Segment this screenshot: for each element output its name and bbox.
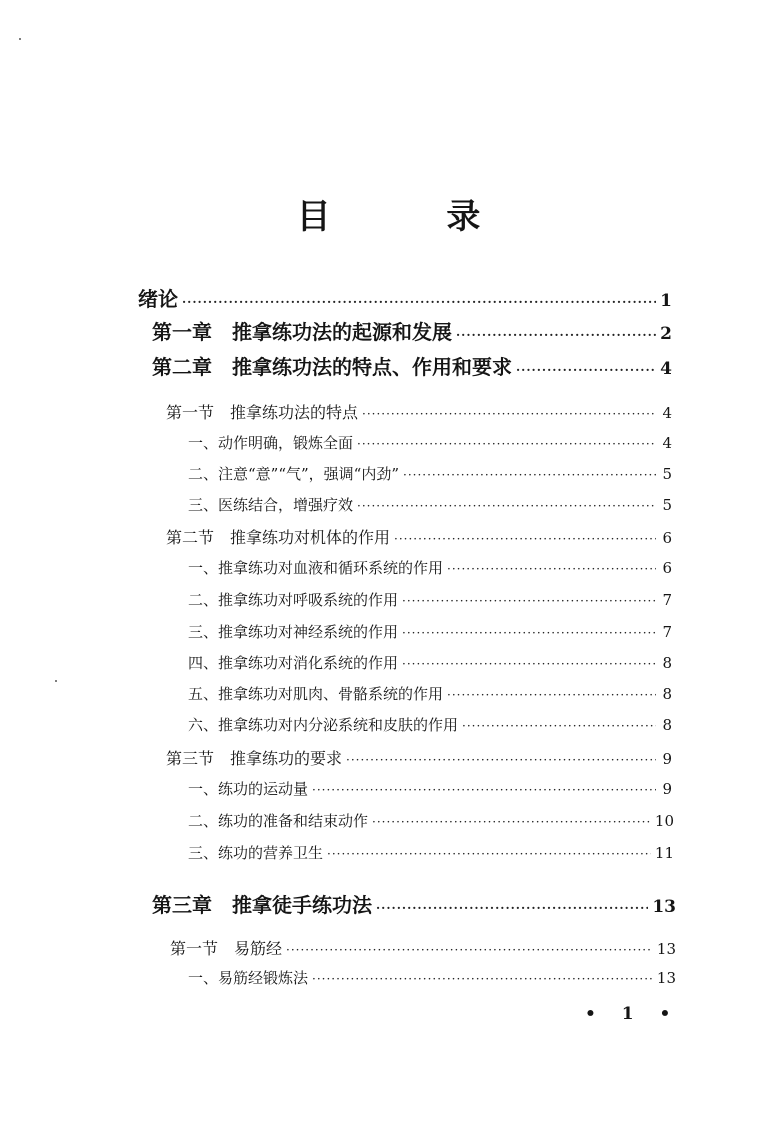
dot-leader: [394, 532, 656, 546]
toc-entry-item[interactable]: [188, 714, 672, 738]
toc-entry-page: 4: [662, 404, 672, 422]
toc-entry-label: 六、推拿练功对内分泌系统和皮肤的作用: [188, 716, 459, 734]
toc-entry-label: 五、推拿练功对肌肉、骨骼系统的作用: [188, 685, 444, 703]
toc-entry-label: 三、练功的营养卫生: [188, 844, 324, 862]
toc-entry-item[interactable]: [188, 810, 674, 834]
toc-entry-label: 二、推拿练功对呼吸系统的作用: [188, 591, 399, 609]
toc-entry-item[interactable]: [188, 557, 672, 581]
toc-entry-page: 13: [656, 969, 676, 987]
dot-leader: [182, 295, 656, 309]
dot-leader: [456, 328, 656, 342]
toc-entry-item[interactable]: [188, 621, 672, 645]
dot-leader: [402, 626, 656, 640]
toc-entry-page: 5: [662, 496, 672, 514]
toc-entry-item[interactable]: [188, 842, 674, 866]
scan-speck: [55, 680, 57, 682]
toc-entry-label: 第二章 推拿练功法的特点、作用和要求: [152, 355, 512, 379]
dot-leader: [376, 901, 648, 915]
toc-entry-chapter-1[interactable]: [152, 316, 672, 346]
toc-entry-label: 第一节 推拿练功法的特点: [166, 403, 359, 422]
toc-entry-label: 二、练功的准备和结束动作: [188, 812, 369, 830]
toc-entry-page: 9: [662, 750, 672, 768]
dot-leader: [346, 753, 656, 767]
toc-entry-item[interactable]: [188, 778, 672, 802]
dot-leader: [327, 847, 651, 861]
toc-entry-section[interactable]: [166, 746, 672, 770]
dot-leader: [372, 815, 651, 829]
page-title: 目 录: [296, 197, 533, 237]
toc-entry-label: 一、推拿练功对血液和循环系统的作用: [188, 559, 444, 577]
toc-entry-page: 8: [662, 654, 672, 672]
toc-entry-item[interactable]: [188, 463, 672, 487]
toc-entry-label: 一、易筋经锻炼法: [188, 969, 309, 987]
dot-leader: [447, 562, 656, 576]
dot-leader: [462, 719, 656, 733]
toc-entry-page: 13: [652, 897, 676, 917]
toc-entry-chapter-3[interactable]: [152, 889, 676, 919]
toc-entry-page: 6: [662, 559, 672, 577]
toc-entry-label: 绪论: [138, 287, 178, 311]
toc-entry-page: 8: [662, 685, 672, 703]
dot-leader: [357, 437, 656, 451]
toc-entry-label: 四、推拿练功对消化系统的作用: [188, 654, 399, 672]
toc-entry-label: 二、注意“意”“气”，强调“内劲”: [188, 465, 400, 483]
toc-entry-page: 7: [662, 591, 672, 609]
toc-entry-label: 一、动作明确，锻炼全面: [188, 434, 354, 452]
dot-leader: [312, 972, 653, 986]
toc-entry-page: 4: [662, 434, 672, 452]
toc-entry-section[interactable]: [166, 400, 672, 424]
toc-entry-label: 第二节 推拿练功对机体的作用: [166, 528, 391, 547]
toc-entry-chapter-2[interactable]: [152, 351, 672, 381]
toc-entry-page: 7: [662, 623, 672, 641]
toc-entry-section[interactable]: [166, 525, 672, 549]
toc-entry-page: 13: [656, 940, 676, 958]
dot-leader: [357, 499, 656, 513]
toc-entry-page: 10: [654, 812, 674, 830]
toc-entry-item[interactable]: [188, 432, 672, 456]
toc-entry-item[interactable]: [188, 683, 672, 707]
page-number: • 1 •: [585, 1004, 681, 1024]
toc-entry-page: 5: [662, 465, 672, 483]
toc-entry-label: 第一章 推拿练功法的起源和发展: [152, 320, 452, 344]
toc-entry-page: 2: [660, 324, 672, 344]
toc-entry-label: 第三节 推拿练功的要求: [166, 749, 343, 768]
toc-entry-item[interactable]: [188, 967, 676, 991]
toc-entry-label: 第一节 易筋经: [170, 939, 283, 958]
dot-leader: [312, 783, 656, 797]
dot-leader: [403, 468, 656, 482]
toc-entry-label: 三、医练结合，增强疗效: [188, 496, 354, 514]
toc-entry-item[interactable]: [188, 589, 672, 613]
dot-leader: [447, 688, 656, 702]
toc-entry-label: 三、推拿练功对神经系统的作用: [188, 623, 399, 641]
dot-leader: [402, 657, 656, 671]
toc-entry-page: 9: [662, 780, 672, 798]
toc-entry-label: 第三章 推拿徒手练功法: [152, 893, 372, 917]
toc-entry-page: 8: [662, 716, 672, 734]
scan-speck: [19, 38, 21, 40]
toc-entry-item[interactable]: [188, 652, 672, 676]
dot-leader: [402, 594, 656, 608]
toc-entry-page: 6: [662, 529, 672, 547]
dot-leader: [362, 407, 656, 421]
toc-entry-label: 一、练功的运动量: [188, 780, 309, 798]
dot-leader: [516, 363, 656, 377]
toc-entry-intro[interactable]: [138, 283, 672, 313]
toc-entry-item[interactable]: [188, 494, 672, 518]
dot-leader: [286, 943, 653, 957]
toc-entry-page: 4: [660, 359, 672, 379]
toc-entry-page: 1: [660, 291, 672, 311]
toc-entry-page: 11: [654, 844, 674, 862]
toc-entry-section[interactable]: [170, 936, 676, 960]
